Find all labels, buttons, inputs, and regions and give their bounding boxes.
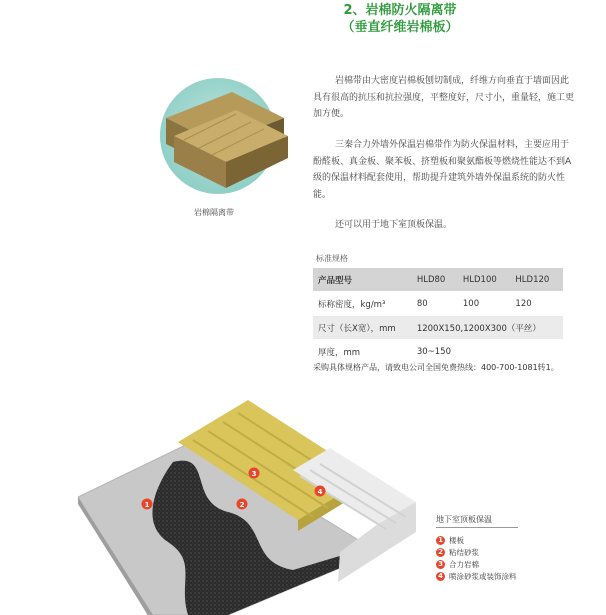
- description-paragraph-2: 三秦合力外墙外保温岩棉带作为防火保温材料，主要应用于酚醛板、真金板、聚苯板、挤塑板和聚氨酯板等燃烧性能达不到A级的保温材料配套使用，帮助提升建筑外墙外保温系统的防火性能。: [313, 140, 572, 200]
- legend-item: [436, 547, 479, 558]
- marker-4-icon: [315, 486, 326, 497]
- spec-row-density: [313, 292, 563, 316]
- page-title-block: [330, 2, 470, 36]
- spec-row-thickness: [313, 340, 563, 364]
- legend-item: [436, 571, 517, 582]
- rockwool-strip-image: [144, 78, 292, 198]
- spec-cell: HLD120: [510, 268, 563, 292]
- marker-1-icon: [142, 499, 153, 510]
- svg-text:4: 4: [317, 488, 323, 496]
- description-paragraph-1: 岩棉带由大密度岩棉板刨切制成，纤维方向垂直于墙面因此具有很高的抗压和抗拉强度，平整度好，尺寸小，重量轻，施工更加方便。: [313, 76, 575, 119]
- legend-label: 合力岩棉: [449, 560, 479, 569]
- spec-cell: HLD80: [412, 268, 458, 292]
- legend-number-icon: 4: [436, 572, 445, 581]
- hotline-text: 采购具体规格产品，请致电公司全国免费热线：400-700-1081转1。: [313, 363, 559, 372]
- page-title: 2、岩棉防火隔离带: [343, 3, 457, 18]
- legend-title: 地下室顶板保温: [436, 515, 492, 524]
- legend-label: 粘结砂浆: [449, 548, 479, 557]
- spec-cell: 30~150: [412, 340, 563, 364]
- description-paragraph-3: 还可以用于地下室顶板保温。: [335, 220, 453, 230]
- legend-item: [436, 559, 479, 570]
- product-caption: 岩棉隔离带: [194, 208, 234, 217]
- spec-label: 产品型号: [313, 268, 412, 292]
- legend-label: 楼板: [449, 536, 464, 545]
- marker-2-icon: [237, 499, 248, 510]
- spec-label: 尺寸（长X宽），mm: [313, 316, 412, 340]
- legend-item: [436, 535, 464, 546]
- page-subtitle: （垂直纤维岩棉板）: [341, 20, 459, 35]
- spec-label: 标称密度，kg/m³: [313, 292, 412, 316]
- spec-cell: 100: [458, 292, 511, 316]
- svg-text:2: 2: [239, 501, 245, 509]
- spec-cell: 80: [412, 292, 458, 316]
- spec-cell: 1200X150,1200X300（平丝）: [412, 316, 563, 340]
- spec-table: [313, 268, 563, 364]
- legend-number-icon: 1: [436, 536, 445, 545]
- legend-divider: [436, 527, 518, 528]
- svg-text:3: 3: [251, 470, 257, 478]
- marker-3-icon: [249, 468, 260, 479]
- spec-row-size: [313, 316, 563, 340]
- legend-label: 喷涂砂浆或装饰涂料: [449, 572, 517, 581]
- ceiling-insulation-diagram: [78, 392, 418, 615]
- spec-cell: HLD100: [458, 268, 511, 292]
- spec-label: 厚度，mm: [313, 340, 412, 364]
- spec-caption: 标准规格: [316, 254, 348, 263]
- legend-number-icon: 3: [436, 560, 445, 569]
- legend-number-icon: 2: [436, 548, 445, 557]
- spec-row-model: [313, 268, 563, 292]
- svg-text:1: 1: [144, 501, 150, 509]
- spec-cell: 120: [510, 292, 563, 316]
